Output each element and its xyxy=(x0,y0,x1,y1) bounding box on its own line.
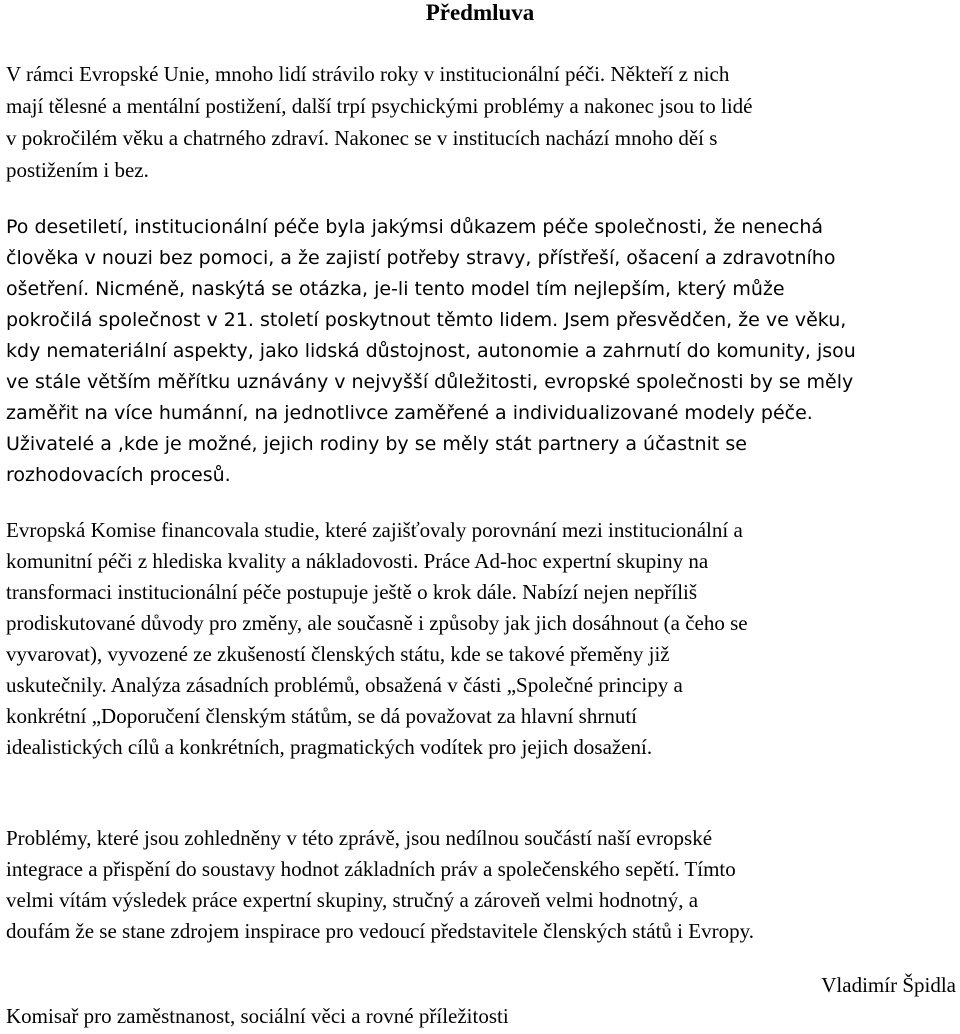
text-line: integrace a přispění do soustavy hodnot základních práv a společenského sepětí. Tímto xyxy=(6,857,736,881)
text-line: ve stále větším měřítku uznávány v nejvyšší důležitosti, evropské společnosti by se měly xyxy=(6,371,854,393)
text-line: ošetření. Nicméně, naskýtá se otázka, je-li tento model tím nejlepším, který může xyxy=(6,278,785,300)
signatory-role: Komisař pro zaměstnanost, sociální věci a rovné příležitosti xyxy=(6,1004,509,1028)
paragraph-commission-studies xyxy=(6,515,954,763)
text-line: uskutečnily. Analýza zásadních problémů, obsažená v části „Společné principy a xyxy=(6,673,683,697)
text-line: zaměřit na více humánní, na jednotlivce zaměřené a individualizované modely péče. xyxy=(6,402,813,424)
text-line: prodiskutované důvody pro změny, ale současně i způsoby jak jich dosáhnout (a čeho se xyxy=(6,611,748,635)
text-line: idealistických cílů a konkrétních, pragmatických vodítek pro jejich dosažení. xyxy=(6,735,653,759)
page-title: Předmluva xyxy=(425,0,535,25)
text-line: komunitní péči z hlediska kvality a nákladovosti. Práce Ad-hoc expertní skupiny na xyxy=(6,549,709,573)
text-line: Po desetiletí, institucionální péče byla jakýmsi důkazem péče společnosti, že nenechá xyxy=(6,216,824,238)
text-line: transformaci institucionální péče postupuje ještě o krok dále. Nabízí nejen nepříliš xyxy=(6,580,698,604)
text-line: rozhodovacích procesů. xyxy=(6,464,231,486)
paragraph-intro xyxy=(6,58,954,186)
signature-name: Vladimír Špidla xyxy=(821,973,956,997)
paragraph-institutional-care xyxy=(6,212,954,491)
text-line: v pokročilém věku a chatrného zdraví. Nakonec se v institucích nachází mnoho děí s xyxy=(6,126,718,150)
text-line: Problémy, které jsou zohledněny v této zprávě, jsou nedílnou součástí naší evropské xyxy=(6,826,713,850)
text-line: mají tělesné a mentální postižení, další trpí psychickými problémy a nakonec jsou to lidé xyxy=(6,94,753,118)
text-line: Evropská Komise financovala studie, které zajišťovaly porovnání mezi institucionální a xyxy=(6,518,743,542)
text-line: člověka v nouzi bez pomoci, a že zajistí potřeby stravy, přístřeší, ošacení a zdravotního xyxy=(6,247,836,269)
text-line: Uživatelé a ,kde je možné, jejich rodiny by se měly stát partnery a účastnit se xyxy=(6,433,747,455)
text-line: V rámci Evropské Unie, mnoho lidí strávilo roky v institucionální péči. Někteří z nich xyxy=(6,62,730,86)
paragraph-conclusion xyxy=(6,823,954,947)
text-line: vyvarovat), vyvozené ze zkušeností členských státu, kde se takové přeměny již xyxy=(6,642,670,666)
text-line: postižením i bez. xyxy=(6,158,149,182)
text-line: doufám že se stane zdrojem inspirace pro vedoucí představitele členských států i Evropy. xyxy=(6,919,754,943)
text-line: kdy nemateriální aspekty, jako lidská důstojnost, autonomie a zahrnutí do komunity, jsou xyxy=(6,340,856,362)
text-line: pokročilá společnost v 21. století poskytnout těmto lidem. Jsem přesvědčen, že ve věku, xyxy=(6,309,847,331)
text-line: konkrétní „Doporučení členským státům, se dá považovat za hlavní shrnutí xyxy=(6,704,637,728)
text-line: velmi vítám výsledek práce expertní skupiny, stručný a zároveň velmi hodnotný, a xyxy=(6,888,699,912)
